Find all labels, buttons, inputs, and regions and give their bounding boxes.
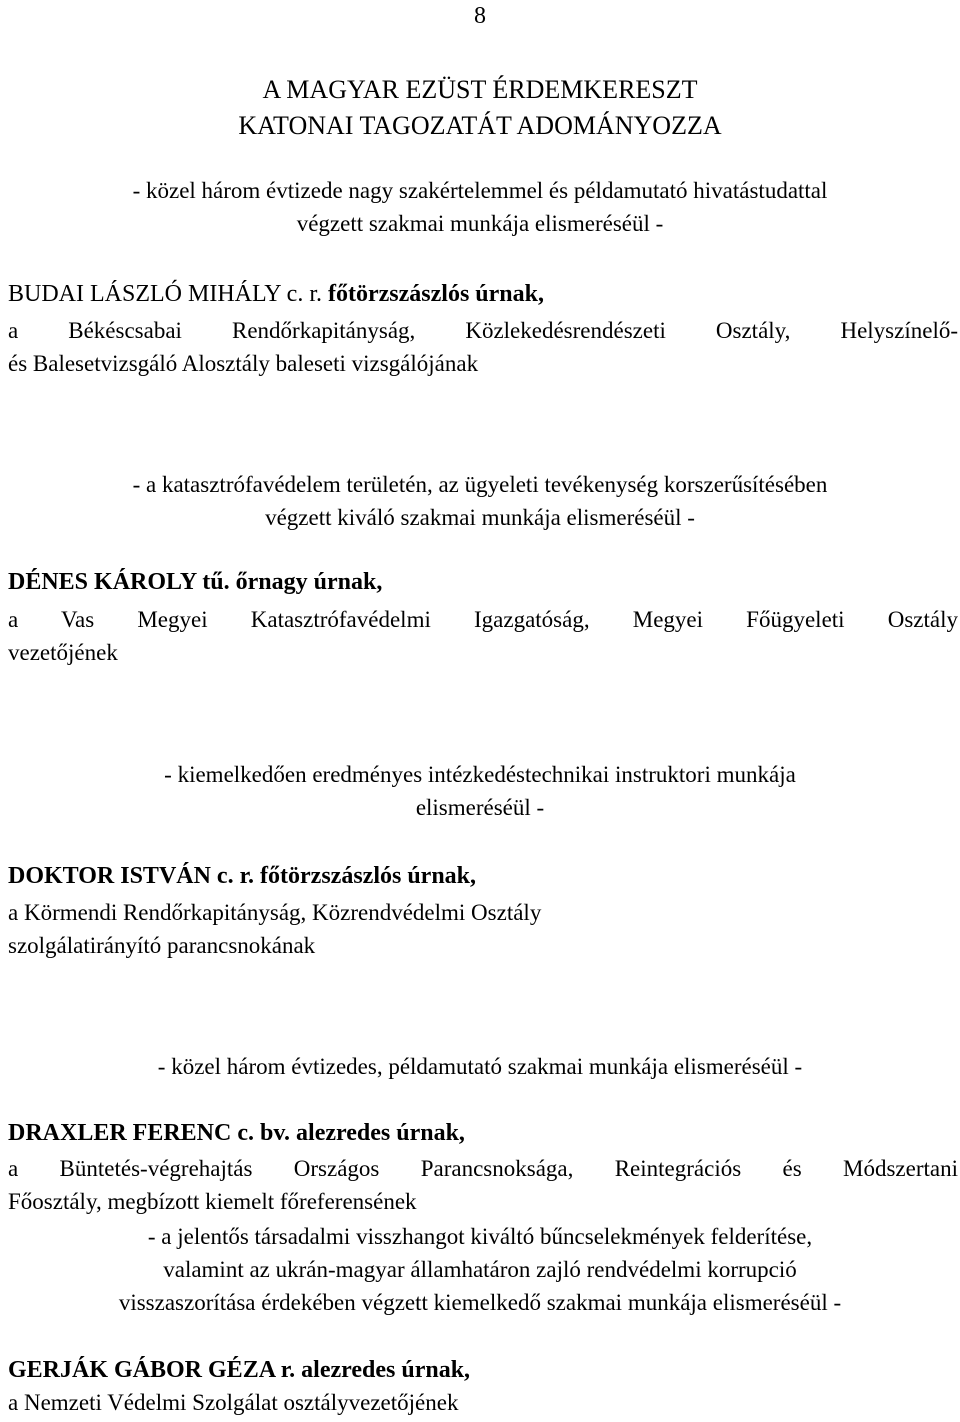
- recipient-name: [8, 860, 958, 892]
- reason-line: - a katasztrófavédelem területén, az ügyeleti tevékenység korszerűsítésében: [132, 472, 828, 497]
- reason-line: - közel három évtizedes, példamutató szakmai munkája elismeréséül -: [157, 1054, 803, 1079]
- award-reason: [0, 468, 960, 534]
- recipient-rank: alezredes úrnak,: [290, 1120, 465, 1146]
- award-reason: [0, 1050, 960, 1083]
- position-line: Főosztály, megbízott kiemelt főreferensének: [8, 1189, 417, 1214]
- recipient-position: [8, 314, 958, 380]
- recipient-name-text: GERJÁK GÁBOR GÉZA r.: [8, 1357, 296, 1383]
- heading-line-1: A MAGYAR EZÜST ÉRDEMKERESZT: [262, 75, 698, 104]
- position-line: a Békéscsabai Rendőrkapitányság, Közlekedésrendészeti Osztály, Helyszínelő-: [8, 318, 958, 343]
- position-line: a Körmendi Rendőrkapitányság, Közrendvédelmi Osztály: [8, 900, 542, 925]
- position-line: a Nemzeti Védelmi Szolgálat osztályvezetőjének: [8, 1390, 459, 1415]
- recipient-name-text: BUDAI LÁSZLÓ MIHÁLY c. r.: [8, 281, 323, 307]
- reason-line: végzett szakmai munkája elismeréséül -: [296, 211, 664, 236]
- recipient-name: [8, 566, 958, 598]
- position-line: a Vas Megyei Katasztrófavédelmi Igazgatóság, Megyei Főügyeleti Osztály: [8, 607, 958, 632]
- position-line: és Balesetvizsgáló Alosztály baleseti vizsgálójának: [8, 351, 479, 376]
- recipient-position: [8, 603, 958, 669]
- award-reason: [0, 758, 960, 824]
- recipient-name-text: DRAXLER FERENC c. bv.: [8, 1120, 291, 1146]
- recipient-rank: alezredes úrnak,: [295, 1357, 471, 1383]
- recipient-name-text: DÉNES KÁROLY tű.: [8, 569, 230, 595]
- reason-line: valamint az ukrán-magyar államhatáron zajló rendvédelmi korrupció: [163, 1257, 797, 1282]
- reason-line: - közel három évtizede nagy szakértelemmel és példamutató hivatástudattal: [132, 178, 828, 203]
- position-line: vezetőjének: [8, 640, 118, 665]
- reason-line: - a jelentős társadalmi visszhangot kiváltó bűncselekmények felderítése,: [147, 1224, 813, 1249]
- page-number: 8: [474, 3, 486, 29]
- award-reason: [0, 1220, 960, 1319]
- reason-line: - kiemelkedően eredményes intézkedéstechnikai instruktori munkája: [164, 762, 796, 787]
- recipient-rank: főtörzszászlós úrnak,: [322, 281, 544, 307]
- reason-line: visszaszorítása érdekében végzett kiemelkedő szakmai munkája elismeréséül -: [118, 1290, 842, 1315]
- award-reason: [0, 174, 960, 240]
- recipient-name: [8, 1354, 958, 1386]
- position-line: szolgálatirányító parancsnokának: [8, 933, 316, 958]
- recipient-name: [8, 1117, 958, 1149]
- recipient-rank: főtörzszászlós úrnak,: [254, 863, 477, 889]
- recipient-position: [8, 896, 958, 962]
- recipient-name-text: DOKTOR ISTVÁN c. r.: [8, 863, 255, 889]
- recipient-rank: őrnagy úrnak,: [229, 569, 383, 595]
- position-line: a Büntetés-végrehajtás Országos Parancsnoksága, Reintegrációs és Módszertani: [8, 1156, 958, 1181]
- recipient-position: [8, 1386, 958, 1419]
- heading-line-2: KATONAI TAGOZATÁT ADOMÁNYOZZA: [238, 111, 722, 140]
- recipient-name: [8, 278, 958, 310]
- recipient-position: [8, 1152, 958, 1218]
- reason-line: végzett kiváló szakmai munkája elismeréséül -: [265, 505, 695, 530]
- reason-line: elismeréséül -: [415, 795, 545, 820]
